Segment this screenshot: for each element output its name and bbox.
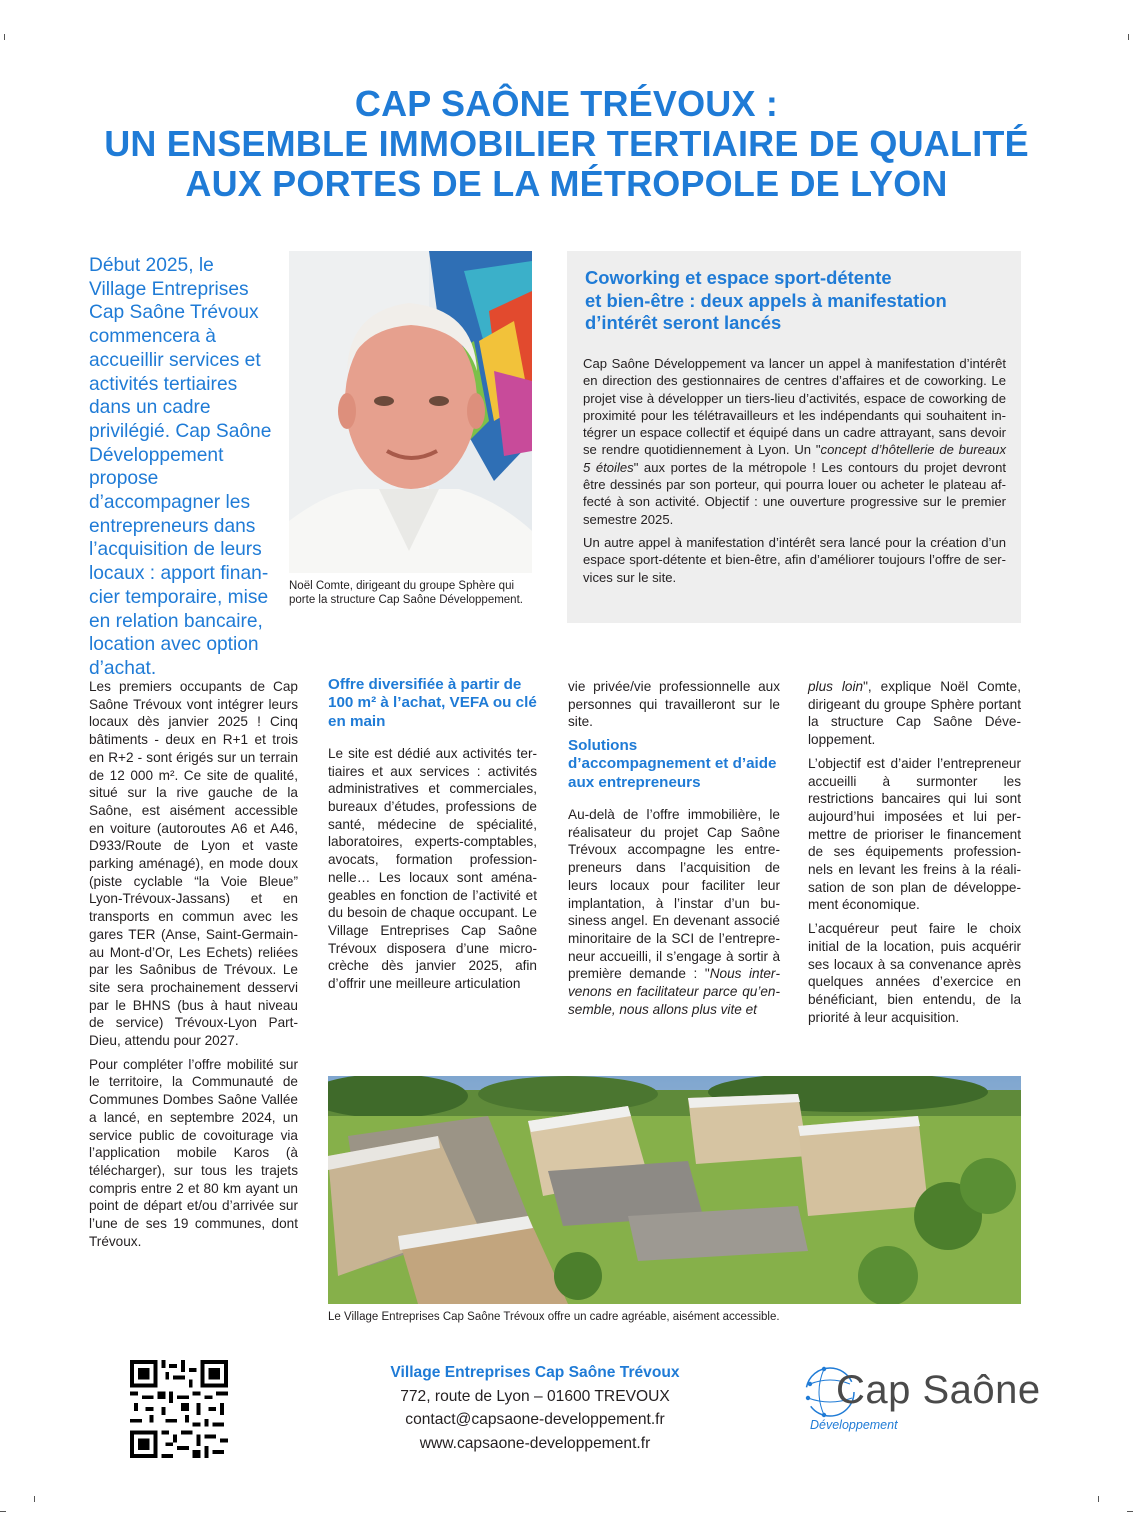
crop-mark — [0, 1511, 6, 1512]
quote-italic: concept d’hôtellerie de bureaux 5 étoiles — [583, 442, 1007, 475]
quote-italic: Nous intervenons en facilitateur parce qu’ensemble, nous allons plus vite et — [568, 966, 780, 1017]
aerial-caption: Le Village Entreprises Cap Saône Trévoux offre un cadre agréable, aisément accessible. — [328, 1311, 780, 1323]
text: Au-delà de l’offre immobilière, le réalisateur du projet Cap Saône Trévoux accompagne les entrepreneurs dans l’acquisition de leurs locaux pour faciliter leur implantation, à l’instar d’un business angel. En devenant associé minoritaire de la SCI de l’entrepreneur accueilli, il s’engage à sortir à première demande : " — [568, 807, 780, 982]
text: ", explique Noël Comte, dirigeant du groupe Sphère portant la structure Cap Saône Développement. — [808, 679, 1022, 748]
text: " aux portes de la métropole ! Les contours du projet devront être dessinés par son porteur, qui pourra louer ou acheter le plateau affecté à son activité. Objectif : une ouverture progressive sur le premier semestre 2025. — [583, 459, 1006, 527]
aerial-rendering-image — [328, 1076, 1021, 1304]
column-1 — [89, 678, 298, 1257]
contact-address: 772, route de Lyon – 01600 TREVOUX — [400, 1387, 670, 1405]
crop-mark — [1098, 1496, 1099, 1502]
paragraph — [808, 678, 1021, 749]
title-line-1: CAP SAÔNE TRÉVOUX : — [354, 83, 779, 124]
box-body — [583, 355, 1006, 592]
title-line-3: AUX PORTES DE LA MÉTROPOLE DE LYON — [185, 163, 948, 204]
logo-subtitle: Développement — [810, 1418, 898, 1432]
contact-block — [350, 1361, 720, 1455]
column-3 — [568, 678, 780, 1024]
page-title — [60, 84, 1073, 204]
column-4 — [808, 678, 1021, 1032]
portrait-photo — [289, 251, 532, 573]
cap-saone-logo — [800, 1360, 1041, 1450]
crop-mark — [4, 34, 5, 40]
crop-mark — [34, 1496, 35, 1502]
crop-mark — [1128, 34, 1129, 40]
paragraph: L’acquéreur peut faire le choix initial de la location, puis acquérir ses locaux à sa convenance après quelques années d’exercice en bénéficiant, bien entendu, de la priorité à leur acquisition. — [808, 921, 1021, 1025]
box-title-line: d’intérêt seront lancés — [585, 312, 782, 333]
paragraph: Les premiers occupants de Cap Saône Trévoux vont intégrer leurs locaux dès janvier 2025 ! Cinq bâtiments - deux en R+1 et trois en R+2 - sont érigés sur un terrain de 12 000 m². Ce site de qualité, situé sur la rive gauche de la Saône, est aisément accessible en voiture (autoroutes A6 et A46, D933/Route de Lyon et vaste parking aménagé), en mode doux (piste cyclable “la Voie Bleue” Lyon-Trévoux-Jassans) et en transports en commun avec les gares TER (Anse, Saint-Germain-au Mont-d’Or, Les Echets) reliées par les Saônibus de Trévoux. Le site sera prochainement desservi par le BHNS (bus à haut niveau de service) Trévoux-Lyon Part-Dieu, attendu pour 2027. — [89, 679, 298, 1049]
box-title-line: et bien-être : deux appels à manifestation — [585, 289, 947, 311]
coworking-box — [567, 251, 1021, 623]
paragraph — [568, 806, 780, 1018]
paragraph: L’objectif est d’aider l’entrepreneur accueilli à surmonter les restrictions bancaires qui lui sont aujourd’hui imposées et lui permettre de prioriser le financement de ses équipements professionnels en levant les freins à la réalisation de son plan de développement économique. — [808, 755, 1021, 913]
paragraph: Pour compléter l’offre mobilité sur le territoire, la Communauté de Communes Dombes Saône Vallée a lancé, en septembre 2024, un service public de covoiturage via l’application mobile Karos (à télécharger), sur tous les trajets compris entre 2 et 80 km ayant un point de départ et/ou d’arrivée sur l’une de ses 19 communes, dont Trévoux. — [89, 1056, 298, 1249]
intro-text: Début 2025, le Village Entreprises Cap Saône Trévoux commencera à accueillir services et activités tertiaires dans un cadre privilégié. Cap Saône Développement propose d’accompagner les entrepreneurs dans l’acquisition de leurs locaux : apport financier temporaire, mise en relation bancaire, location avec option d’achat. — [89, 255, 272, 679]
section-heading: Solutions d’accompagnement et d’aide aux entrepreneurs — [568, 737, 777, 791]
crop-mark — [1127, 1511, 1133, 1512]
title-line-2: UN ENSEMBLE IMMOBILIER TERTIAIRE DE QUALITÉ — [104, 123, 1029, 164]
contact-email-link[interactable]: contact@capsaone-developpement.fr — [405, 1411, 665, 1429]
logo-name: Cap Saône — [836, 1368, 1041, 1412]
quote-italic: plus loin — [808, 679, 864, 694]
paragraph: Le site est dédié aux activités tertiaires et aux services : activités administratives et commerciales, bureaux d’études, professions de santé, médecine de spécialité, laboratoires, experts-comptables, avocats, formation professionnelle… Les locaux sont aménageables en fonction de l’activité et du besoin de chaque occupant. Le Village Entreprises Cap Saône Trévoux disposera d’une micro-crèche dès janvier 2025, afin d’offrir une meilleure articulation — [328, 745, 537, 992]
photo-caption: Noël Comte, dirigeant du groupe Sphère qui porte la structure Cap Saône Développement. — [289, 580, 523, 606]
column-2 — [328, 676, 537, 999]
contact-name: Village Entreprises Cap Saône Trévoux — [390, 1364, 680, 1381]
box-paragraph-1 — [583, 355, 1006, 528]
qr-code-icon[interactable] — [130, 1360, 228, 1458]
box-title — [585, 267, 1005, 335]
section-heading: Offre diversifiée à partir de 100 m² à l’achat, VEFA ou clé en main — [328, 676, 537, 730]
paragraph: vie privée/vie professionnelle aux personnes qui travailleront sur le site. — [568, 679, 780, 730]
text: Cap Saône Développement va lancer un appel à manifestation d’intérêt en direction des gestionnaires de centres d’affaires et de coworking. Le projet vise à développer un tiers-lieu d’activités, espace de coworking de proximité pour les télétravailleurs et les indépendants qui souhaitent intégrer un espace collectif et équipé dans un cadre attrayant, sans devoir se rendre quotidiennement à Lyon. Un " — [583, 356, 1006, 458]
box-paragraph-2: Un autre appel à manifestation d’intérêt sera lancé pour la création d’un espace sport-détente et bien-être, afin d’améliorer toujours l’offre de services sur le site. — [583, 534, 1006, 585]
contact-website-link[interactable]: www.capsaone-developpement.fr — [419, 1434, 651, 1452]
box-title-line: Coworking et espace sport-détente — [585, 267, 892, 288]
